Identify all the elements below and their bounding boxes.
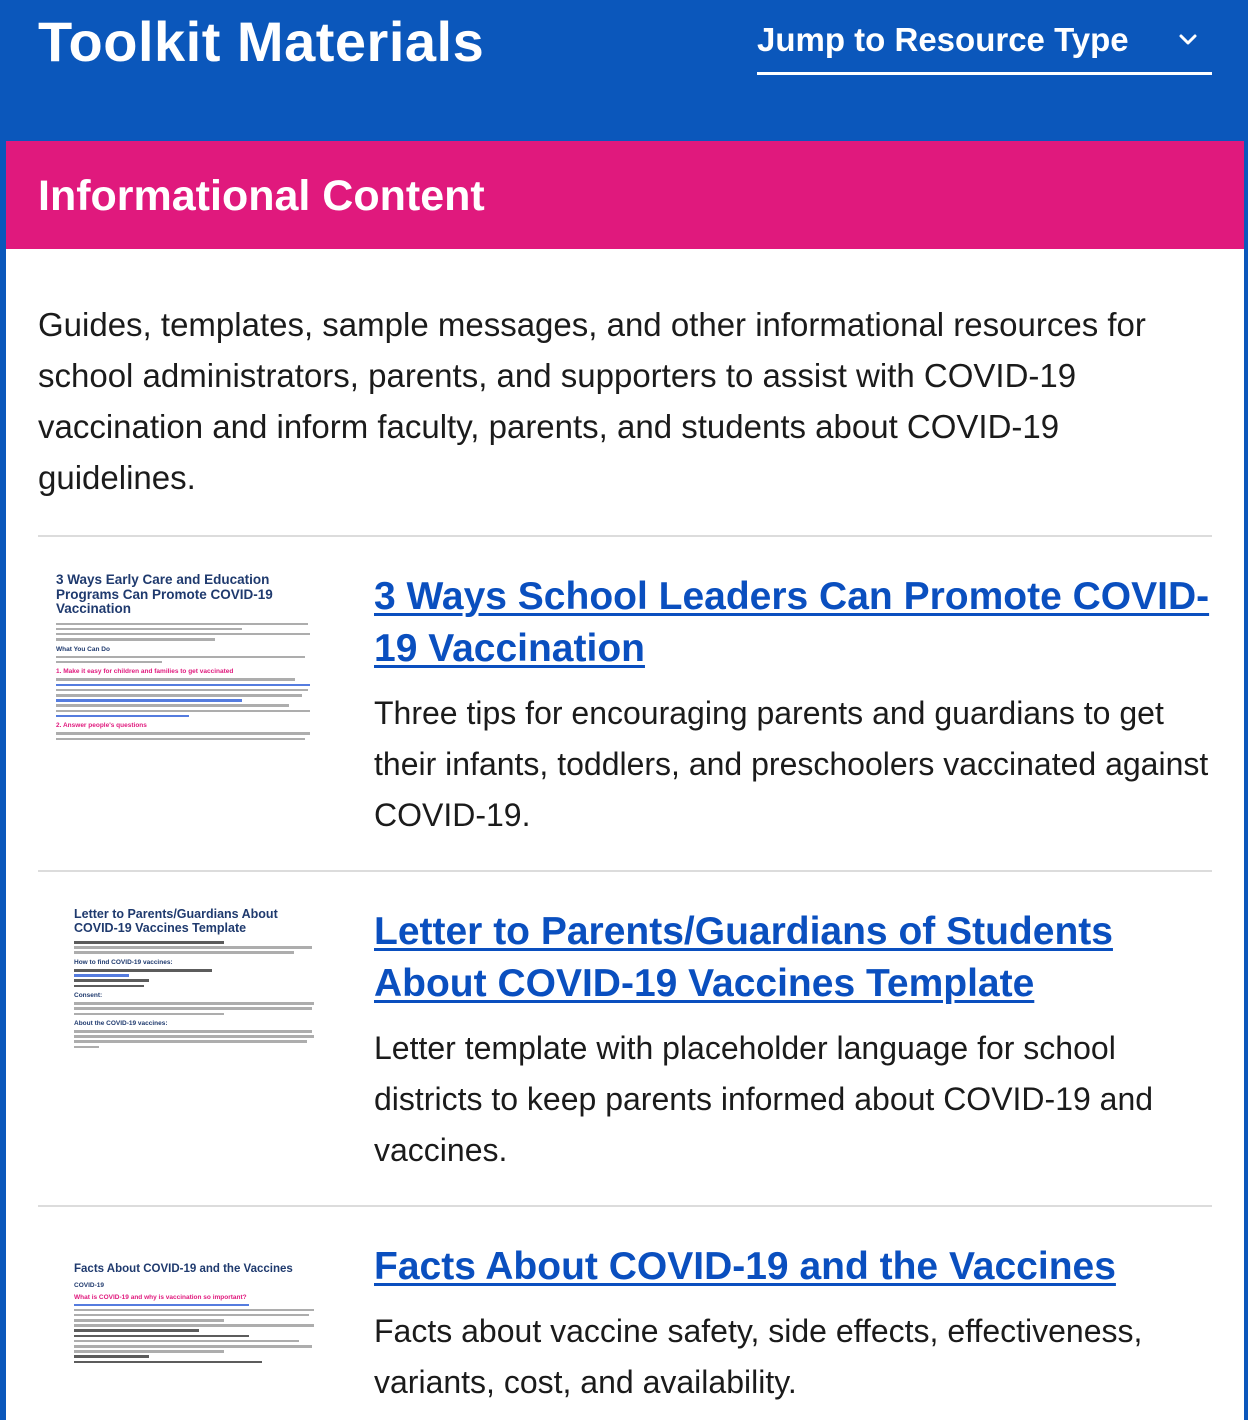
thumbnail-subheading: 2. Answer people's questions [56, 722, 147, 730]
resource-title-link[interactable]: Facts About COVID-19 and the Vaccines [374, 1245, 1116, 1288]
resource-title-link[interactable]: Letter to Parents/Guardians of Students About COVID-19 Vaccines Template [374, 910, 1113, 1005]
informational-content-card [6, 141, 1244, 1420]
jump-to-resource-type-label: Jump to Resource Type [757, 21, 1129, 58]
section-header [6, 141, 1244, 249]
page-title: Toolkit Materials [38, 10, 485, 73]
resource-description: Letter template with placeholder language for school districts to keep parents informed about COVID-19 and vaccines. [374, 1030, 1154, 1168]
thumbnail-title: 3 Ways Early Care and Education Programs Can Promote COVID-19 Vaccination [56, 573, 273, 616]
thumbnail-subheading: What is COVID-19 and why is vaccination so important? [74, 1293, 247, 1301]
thumbnail-subheading: 1. Make it easy for children and families to get vaccinated [56, 668, 234, 676]
thumbnail-title: Letter to Parents/Guardians About COVID-19 Vaccines Template [74, 908, 278, 935]
thumbnail-title: Facts About COVID-19 and the Vaccines [74, 1263, 293, 1275]
section-title: Informational Content [38, 172, 485, 220]
chevron-down-icon [1178, 30, 1198, 50]
thumbnail-subheading: COVID-19 [74, 1281, 104, 1289]
resource-title-link[interactable]: 3 Ways School Leaders Can Promote COVID-19 Vaccination [374, 575, 1210, 670]
divider [38, 535, 1212, 537]
divider [38, 870, 1212, 872]
resource-thumbnail[interactable] [74, 1263, 324, 1420]
thumbnail-subheading: Consent: [74, 992, 103, 1000]
resource-thumbnail[interactable] [74, 908, 324, 1158]
jump-to-resource-type-dropdown[interactable] [757, 14, 1212, 75]
top-header [0, 0, 1248, 140]
resource-thumbnail[interactable] [56, 573, 321, 823]
section-description: Guides, templates, sample messages, and other informational resources for school administrators, parents, and supporters to assist with COVID-19 vaccination and inform faculty, parents, and students about COVID-19 guidelines. [38, 306, 1146, 496]
thumbnail-subheading: What You Can Do [56, 645, 110, 653]
divider [38, 1205, 1212, 1207]
thumbnail-subheading: How to find COVID-19 vaccines: [74, 958, 173, 966]
resource-description: Three tips for encouraging parents and guardians to get their infants, toddlers, and preschoolers vaccinated against COVID-19. [374, 695, 1209, 833]
resource-description: Facts about vaccine safety, side effects, effectiveness, variants, cost, and availability. [374, 1313, 1143, 1400]
thumbnail-subheading: About the COVID-19 vaccines: [74, 1020, 168, 1028]
